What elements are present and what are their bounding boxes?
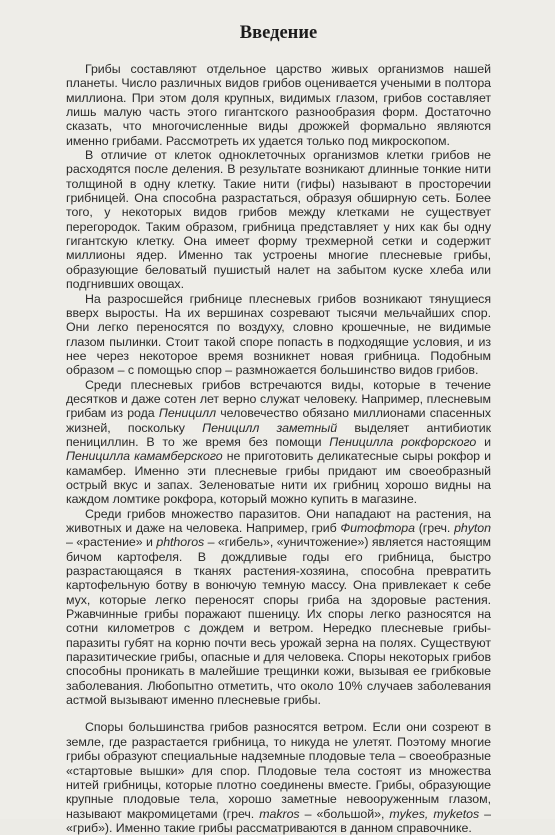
body-text (66, 62, 491, 835)
italic-term: Пеницилл (158, 406, 217, 421)
text-run: В отличие от клеток одноклеточных организмов клетки грибов не расходятся после деления. В результате возникают длинные тонкие нити толщиной в одну клетку. Такие нити (гифы) называют в просторечии грибницей. Она способна разрастаться, образуя обширную сеть. Более того, у некоторых видов грибов между клетками не существует перегородок. Таким образом, грибница представляет у них как бы одну гигантскую клетку. Она имеет форму трехмерной сетки и содержит миллионы ядер. Именно так устроены многие плесневые грибы, образующие беловатый пушистый налет на забытом куске хлеба или подгнивших овощах. (66, 148, 491, 292)
paragraph (66, 720, 491, 835)
italic-term: Пеницилл заметный (202, 420, 338, 435)
paragraph (66, 292, 491, 378)
paragraph (66, 507, 491, 708)
text-run: – «большой», (299, 806, 390, 821)
text-run: Среди грибов множество паразитов. Они нападают на растения, на животных и даже на человека. Например, гриб (66, 506, 491, 535)
italic-term: mykes, myketos (389, 806, 480, 821)
italic-term: makros (259, 806, 300, 821)
text-run: и (476, 434, 491, 449)
italic-term: Пеницилла рокфорского (329, 434, 477, 449)
italic-term: Пеницилла камамберского (66, 449, 223, 464)
text-run: человечество обязано миллионами спасенных жизней, поскольку (66, 406, 492, 435)
italic-term: Фитофтора (340, 521, 415, 535)
paragraph (66, 62, 491, 148)
text-run: – «гриб»). Именно такие грибы рассматриваются в данном справочнике. (66, 806, 492, 835)
text-run: Споры большинства грибов разносятся ветром. Если они созреют в земле, где разрастается грибница, то никуда не улетят. Поэтому многие грибы образуют специальные надземные плодовые тела – своеобразные «стартовые вышки» для спор. Плодовые тела состоят из множества нитей грибницы, которые плотно соединены вместе. Грибы, образующие крупные плодовые тела, хорошо заметные невооруженным глазом, называют макромицетами (греч. (66, 720, 491, 821)
page-title: Введение (239, 23, 318, 43)
text-run: не приготовить деликатесные сыры рокфор и камамбер. Именно эти плесневые грибы придают им своеобразный острый вкус и запах. Зеленоватые нити их грибниц хорошо видны на каждом ломтике рокфора, который можно купить в магазине. (66, 449, 491, 507)
text-run: выделяет антибиотик пенициллин. В то же время без помощи (66, 420, 492, 449)
italic-term: phthoros (156, 535, 205, 550)
text-run: Грибы составляют отдельное царство живых организмов нашей планеты. Число различных видов грибов оценивается учеными в полтора миллиона. При этом доля крупных, видимых глазом, грибов составляет лишь малую часть этого гигантского разнообразия форм. Достаточно сказать, что многочисленные виды дрожжей формально являются именно грибами. Рассмотреть их удается только под микроскопом. (66, 62, 491, 148)
paragraph (66, 378, 491, 507)
text-run: – «растение» и (66, 535, 157, 550)
text-run: – «гибель», «уничтожение») является настоящим бичом картофеля. В дождливые годы его грибница, быстро разрастающаяся в тканях растения-хозяина, способна превратить картофельную ботву в вонючую темную массу. Она привлекает к себе мух, которые легко переносят споры гриба на здоровые растения. Ржавчинные грибы поражают пшеницу. Их споры легко разносятся на сотни километров с дождем и ветром. Нередко плесневые грибы-паразиты губят на корню почти весь урожай зерна на полях. Существуют паразитические грибы, опасные и для человека. Споры некоторых грибов способны проникать в малейшие трещинки кожи, вызывая ее грибковые заболевания. Любопытно отметить, что около 10% случаев заболевания астмой вызывают именно плесневые грибы. (66, 535, 491, 708)
paragraph (66, 148, 491, 291)
text-run: На разросшейся грибнице плесневых грибов возникают тянущиеся вверх выросты. На их вершинах созревают тысячи мельчайших спор. Они легко переносятся по воздуху, словно крошечные, не видимые глазом пылинки. Стоит такой споре попасть в подходящие условия, и из нее через некоторое время возникнет новая грибница. Подобным образом – с помощью спор – размножается большинство видов грибов. (66, 291, 491, 378)
text-run: (греч. (414, 521, 455, 535)
text-run: Среди плесневых грибов встречаются виды, которые в течение десятков и даже сотен лет верно служат человеку. Например, плесневым грибам из рода (66, 377, 491, 421)
italic-term: phyton (454, 521, 491, 535)
